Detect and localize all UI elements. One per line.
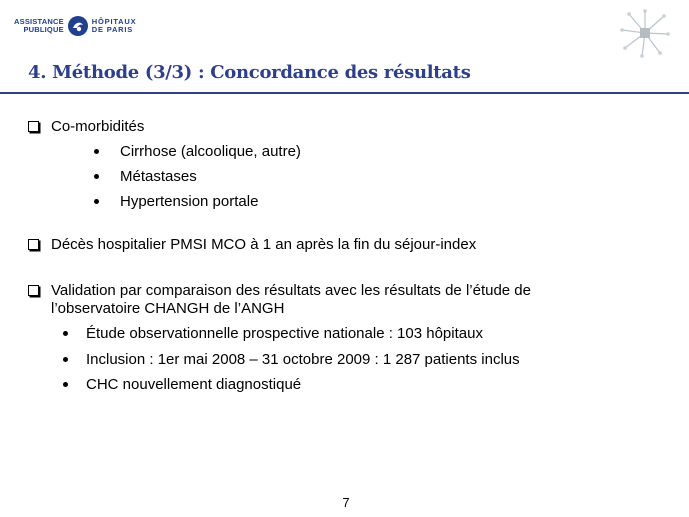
list-item: Métastases bbox=[120, 168, 197, 185]
section-validation-label-line1: Validation par comparaison des résultats avec les résultats de l’étude de bbox=[51, 282, 531, 299]
list-item: CHC nouvellement diagnostiqué bbox=[86, 376, 302, 393]
logo-right-line1: HÔPITAUX bbox=[91, 16, 137, 26]
checkbox-bullet-icon bbox=[28, 285, 39, 296]
list-item: Inclusion : 1er mai 2008 – 31 octobre 2009 : 1 287 patients inclus bbox=[86, 351, 520, 368]
section-deaths-label: Décès hospitalier PMSI MCO à 1 an après la fin du séjour-index bbox=[51, 236, 477, 253]
list-item: Cirrhose (alcoolique, autre) bbox=[120, 143, 301, 160]
list-item: Hypertension portale bbox=[120, 193, 259, 210]
section-comorbidities-label: Co-morbidités bbox=[51, 118, 145, 135]
page-number: 7 bbox=[342, 495, 350, 510]
section-validation-label-line2: l’observatoire CHANGH de l’ANGH bbox=[51, 300, 285, 317]
logo-left-line1: ASSISTANCE bbox=[14, 16, 64, 26]
slide-title: 4. Méthode (3/3) : Concordance des résultats bbox=[28, 62, 471, 83]
bullet-icon bbox=[94, 149, 99, 154]
list-item: Étude observationnelle prospective nationale : 103 hôpitaux bbox=[86, 325, 483, 342]
bullet-icon bbox=[63, 331, 68, 336]
logo-left-line2: PUBLIQUE bbox=[23, 25, 64, 34]
checkbox-bullet-icon bbox=[28, 121, 39, 132]
checkbox-bullet-icon bbox=[28, 239, 39, 250]
bullet-icon bbox=[94, 174, 99, 179]
bullet-icon bbox=[63, 357, 68, 362]
logo-right-line2: DE PARIS bbox=[91, 25, 134, 34]
bullet-icon bbox=[63, 382, 68, 387]
bullet-icon bbox=[94, 199, 99, 204]
